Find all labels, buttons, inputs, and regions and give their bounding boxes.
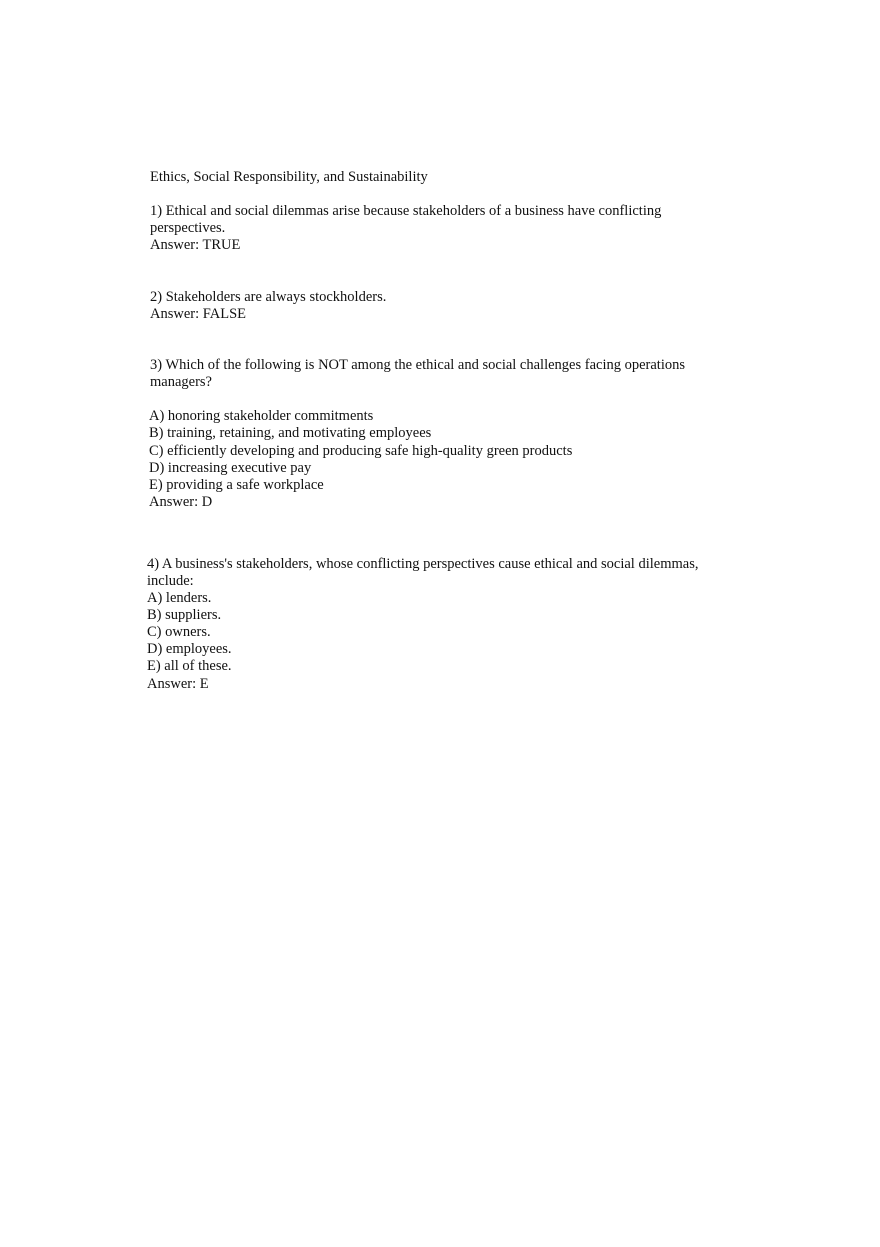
question-3-option-d: D) increasing executive pay [149, 460, 312, 476]
document-title: Ethics, Social Responsibility, and Sustainability [150, 169, 428, 185]
question-4-option-a: A) lenders. [147, 590, 212, 606]
question-4-option-e: E) all of these. [147, 658, 232, 674]
question-4-option-d: D) employees. [147, 641, 232, 657]
question-4-option-b: B) suppliers. [147, 607, 222, 623]
question-3-option-b: B) training, retaining, and motivating employees [149, 425, 432, 441]
question-3-text-line-1: 3) Which of the following is NOT among the ethical and social challenges facing operations [150, 357, 686, 373]
question-1-text-line-2: perspectives. [150, 220, 226, 236]
question-1-answer: Answer: TRUE [150, 237, 241, 253]
question-4-text-line-1: 4) A business's stakeholders, whose conflicting perspectives cause ethical and social dilemmas, [147, 556, 699, 572]
question-4-answer: Answer: E [147, 676, 209, 692]
question-3-option-e: E) providing a safe workplace [149, 477, 324, 493]
question-4-option-c: C) owners. [147, 624, 211, 640]
question-2-text: 2) Stakeholders are always stockholders. [150, 289, 387, 305]
question-2-answer: Answer: FALSE [150, 306, 246, 322]
question-4-text-line-2: include: [147, 573, 194, 589]
question-3-answer: Answer: D [149, 494, 213, 510]
question-3-text-line-2: managers? [150, 374, 212, 390]
question-3-option-c: C) efficiently developing and producing safe high-quality green products [149, 443, 573, 459]
question-3-option-a: A) honoring stakeholder commitments [149, 408, 374, 424]
question-1-text-line-1: 1) Ethical and social dilemmas arise because stakeholders of a business have conflicting [150, 203, 662, 219]
